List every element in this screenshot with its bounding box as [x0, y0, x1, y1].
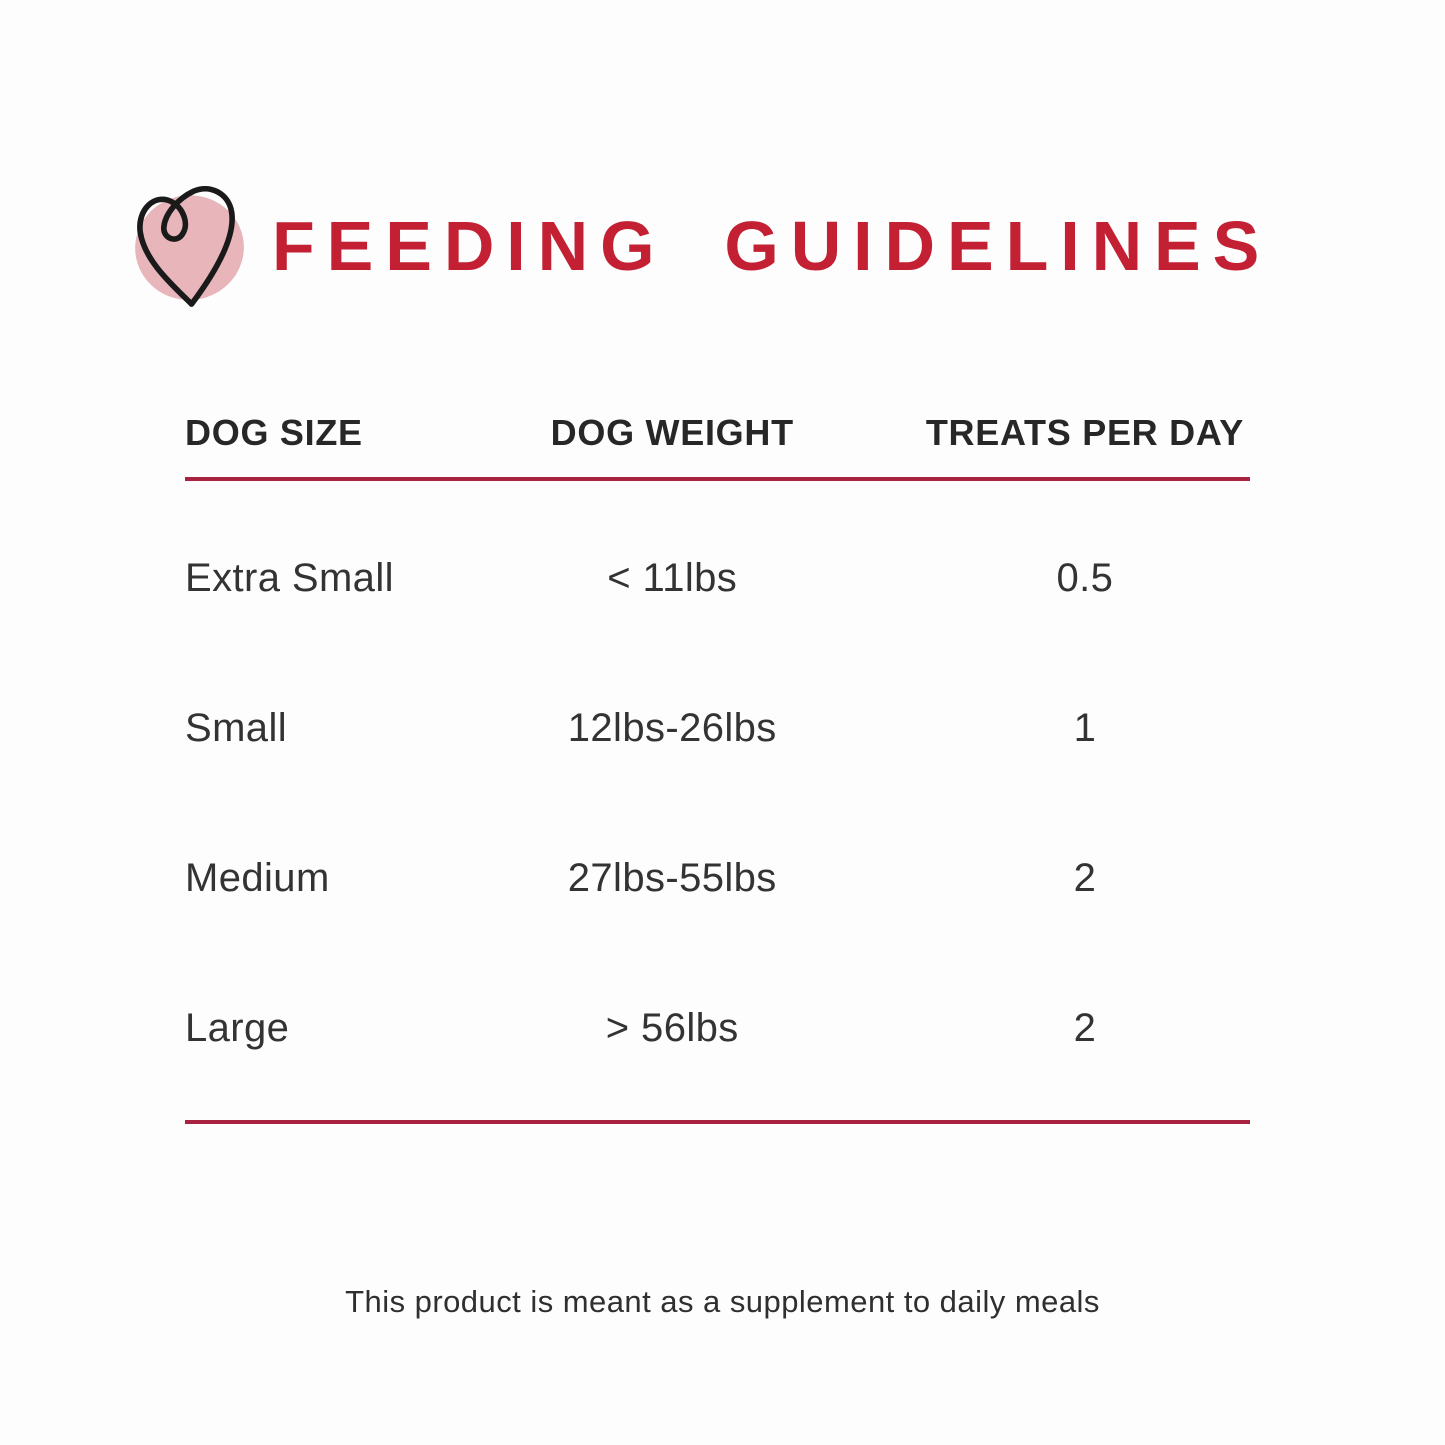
- cell-dog-size: Extra Small: [185, 555, 394, 600]
- table-row: [185, 553, 1250, 603]
- cell-dog-weight: 27lbs-55lbs: [567, 855, 777, 900]
- cell-treats: 0.5: [1056, 555, 1114, 600]
- column-header-treats-per-day: TREATS PER DAY: [925, 412, 1244, 453]
- column-header-dog-weight: DOG WEIGHT: [550, 412, 794, 453]
- cell-treats: 2: [1073, 1005, 1097, 1050]
- footer-note: This product is meant as a supplement to daily meals: [345, 1284, 1100, 1319]
- table-row: [185, 1003, 1250, 1053]
- header: [130, 172, 1271, 312]
- table-body: [185, 553, 1250, 1053]
- cell-dog-weight: < 11lbs: [607, 555, 738, 600]
- cell-dog-weight: > 56lbs: [605, 1005, 739, 1050]
- divider-top: [185, 477, 1250, 481]
- divider-bottom: [185, 1120, 1250, 1124]
- heart-doodle-icon: [130, 172, 248, 312]
- cell-treats: 2: [1073, 855, 1097, 900]
- cell-treats: 1: [1073, 705, 1097, 750]
- table-row: [185, 703, 1250, 753]
- cell-dog-weight: 12lbs-26lbs: [567, 705, 777, 750]
- cell-dog-size: Large: [185, 1005, 290, 1050]
- column-header-dog-size: DOG SIZE: [185, 412, 363, 453]
- table-row: [185, 853, 1250, 903]
- page-title: FEEDING GUIDELINES: [272, 207, 1272, 285]
- cell-dog-size: Small: [185, 705, 288, 750]
- cell-dog-size: Medium: [185, 855, 330, 900]
- feeding-table: [185, 405, 1250, 1124]
- table-header-row: [185, 405, 1250, 461]
